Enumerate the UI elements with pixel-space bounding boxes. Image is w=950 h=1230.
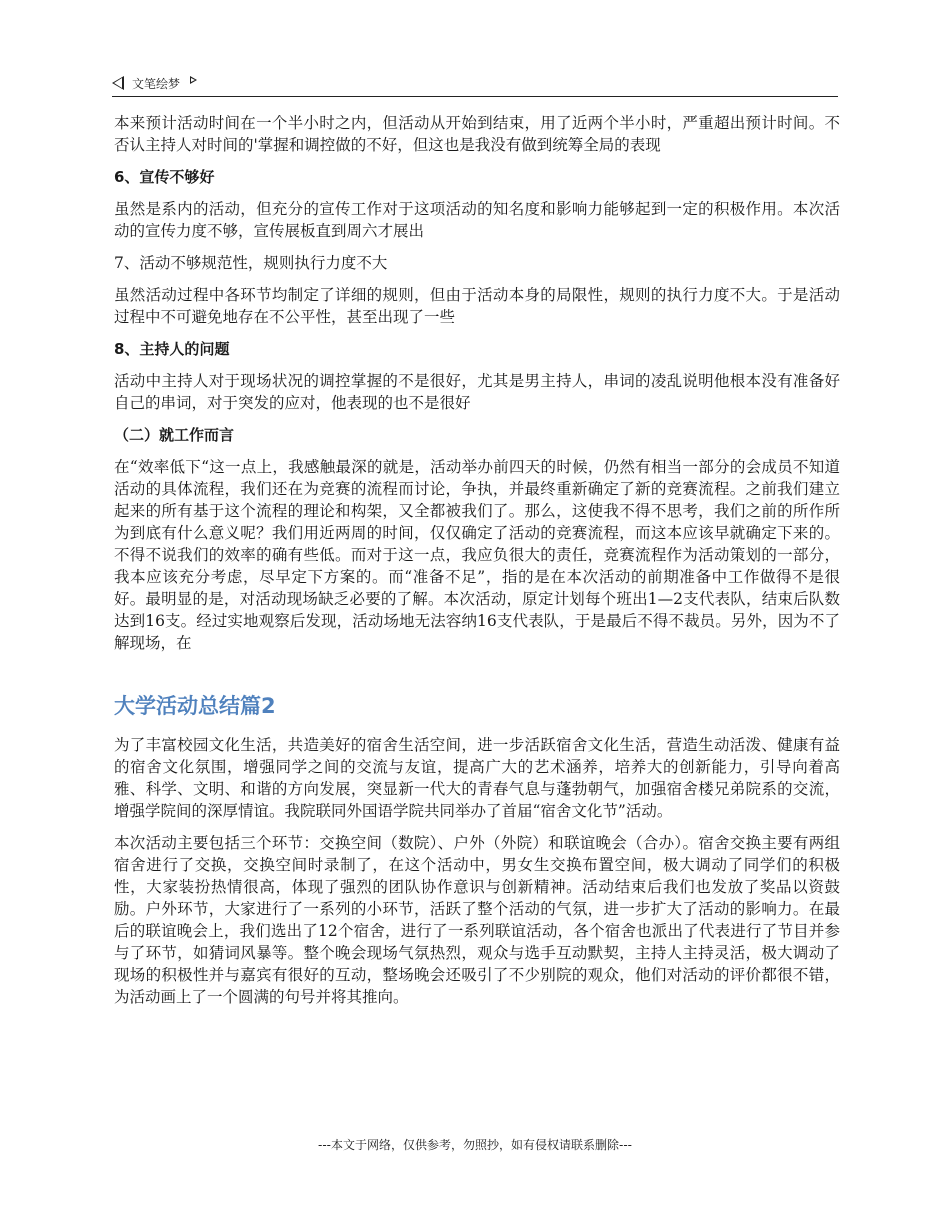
paragraph: 为了丰富校园文化生活，共造美好的宿舍生活空间，进一步活跃宿舍文化生活，营造生动活泼、健康有益的宿舍文化氛围，增强同学之间的交流与友谊，提高广大的艺术涵养，培养大的创新能力，引导向着高雅、科学、文明、和谐的方向发展，突显新一代大的青春气息与蓬勃朝气，加强宿舍楼兄弟院系的交流，增强学院间的深厚情谊。我院联同外国语学院共同举办了首届“宿舍文化节”活动。 bbox=[114, 736, 840, 820]
paragraph: 虽然活动过程中各环节均制定了详细的规则，但由于活动本身的局限性，规则的执行力度不大。于是活动过程中不可避免地存在不公平性，甚至出现了一些 bbox=[114, 286, 840, 326]
triangle-left-icon bbox=[112, 76, 124, 90]
paragraph: 本次活动主要包括三个环节：交换空间（数院）、户外（外院）和联谊晚会（合办）。宿舍交换主要有两组宿舍进行了交换，交换空间时录制了，在这个活动中，男女生交换布置空间，极大调动了同学们的积极性，大家装扮热情很高，体现了强烈的团队协作意识与创新精神。活动结束后我们也发放了奖品以资鼓励。户外环节，大家进行了一系列的小环节，活跃了整个活动的气氛，进一步扩大了活动的影响力。在最后的联谊晚会上，我们选出了12个宿舍，进行了一系列联谊活动，各个宿舍也派出了代表进行了节目并参与了环节，如猜词风暴等。整个晚会现场气氛热烈，观众与选手互动默契，主持人主持灵活，极大调动了现场的积极性并与嘉宾有很好的互动，整场晚会还吸引了不少别院的观众，他们对活动的评价都很不错，为活动画上了一个圆满的句号并将其推向。 bbox=[114, 834, 840, 1006]
header-title: 文笔绘梦 bbox=[132, 76, 181, 91]
paragraph: 在“效率低下“这一点上，我感触最深的就是，活动举办前四天的时候，仍然有相当一部分的会成员不知道活动的具体流程，我们还在为竞赛的流程而讨论，争执，并最终重新确定了新的竞赛流程。之前我们建立起来的所有基于这个流程的理论和构架，又全都被我们了。那么，这使我不得不思考，我们之前的所作所为到底有什么意义呢？我们用近两周的时间，仅仅确定了活动的竞赛流程，而这本应该早就确定下来的。不得不说我们的效率的确有些低。而对于这一点，我应负很大的责任，竞赛流程作为活动策划的一部分，我本应该充分考虑，尽早定下方案的。而“准备不足”，指的是在本次活动的前期准备中工作做得不是很好。最明显的是，对活动现场缺乏必要的了解。本次活动，原定计划每个班出1—2支代表队，结束后队数达到16支。经过实地观察后发现，活动场地无法容纳16支代表队，于是最后不得不裁员。另外，因为不了解现场，在 bbox=[114, 458, 840, 652]
subheading-plain: 7、活动不够规范性，规则执行力度不大 bbox=[114, 254, 388, 272]
paragraph: 本来预计活动时间在一个半小时之内，但活动从开始到结束，用了近两个半小时，严重超出预计时间。不否认主持人对时间的'掌握和调控做的不好，但这也是我没有做到统筹全局的表现 bbox=[114, 114, 840, 154]
page-header bbox=[112, 70, 838, 97]
triangle-right-icon bbox=[190, 76, 197, 84]
subheading: 6、宣传不够好 bbox=[114, 168, 215, 186]
document-body bbox=[114, 112, 840, 1018]
page-footer: ---本文于网络，仅供参考，勿照抄，如有侵权请联系删除--- bbox=[318, 1138, 632, 1152]
paragraph: 虽然是系内的活动，但充分的宣传工作对于这项活动的知名度和影响力能够起到一定的积极作用。本次活动的宣传力度不够，宣传展板直到周六才展出 bbox=[114, 200, 840, 240]
section-title: 大学活动总结篇2 bbox=[114, 694, 276, 718]
paragraph: 活动中主持人对于现场状况的调控掌握的不是很好，尤其是男主持人，串词的凌乱说明他根本没有准备好自己的串词，对于突发的应对，他表现的也不是很好 bbox=[114, 372, 840, 412]
subheading: 8、主持人的问题 bbox=[114, 340, 230, 358]
subheading: （二）就工作而言 bbox=[114, 426, 235, 444]
